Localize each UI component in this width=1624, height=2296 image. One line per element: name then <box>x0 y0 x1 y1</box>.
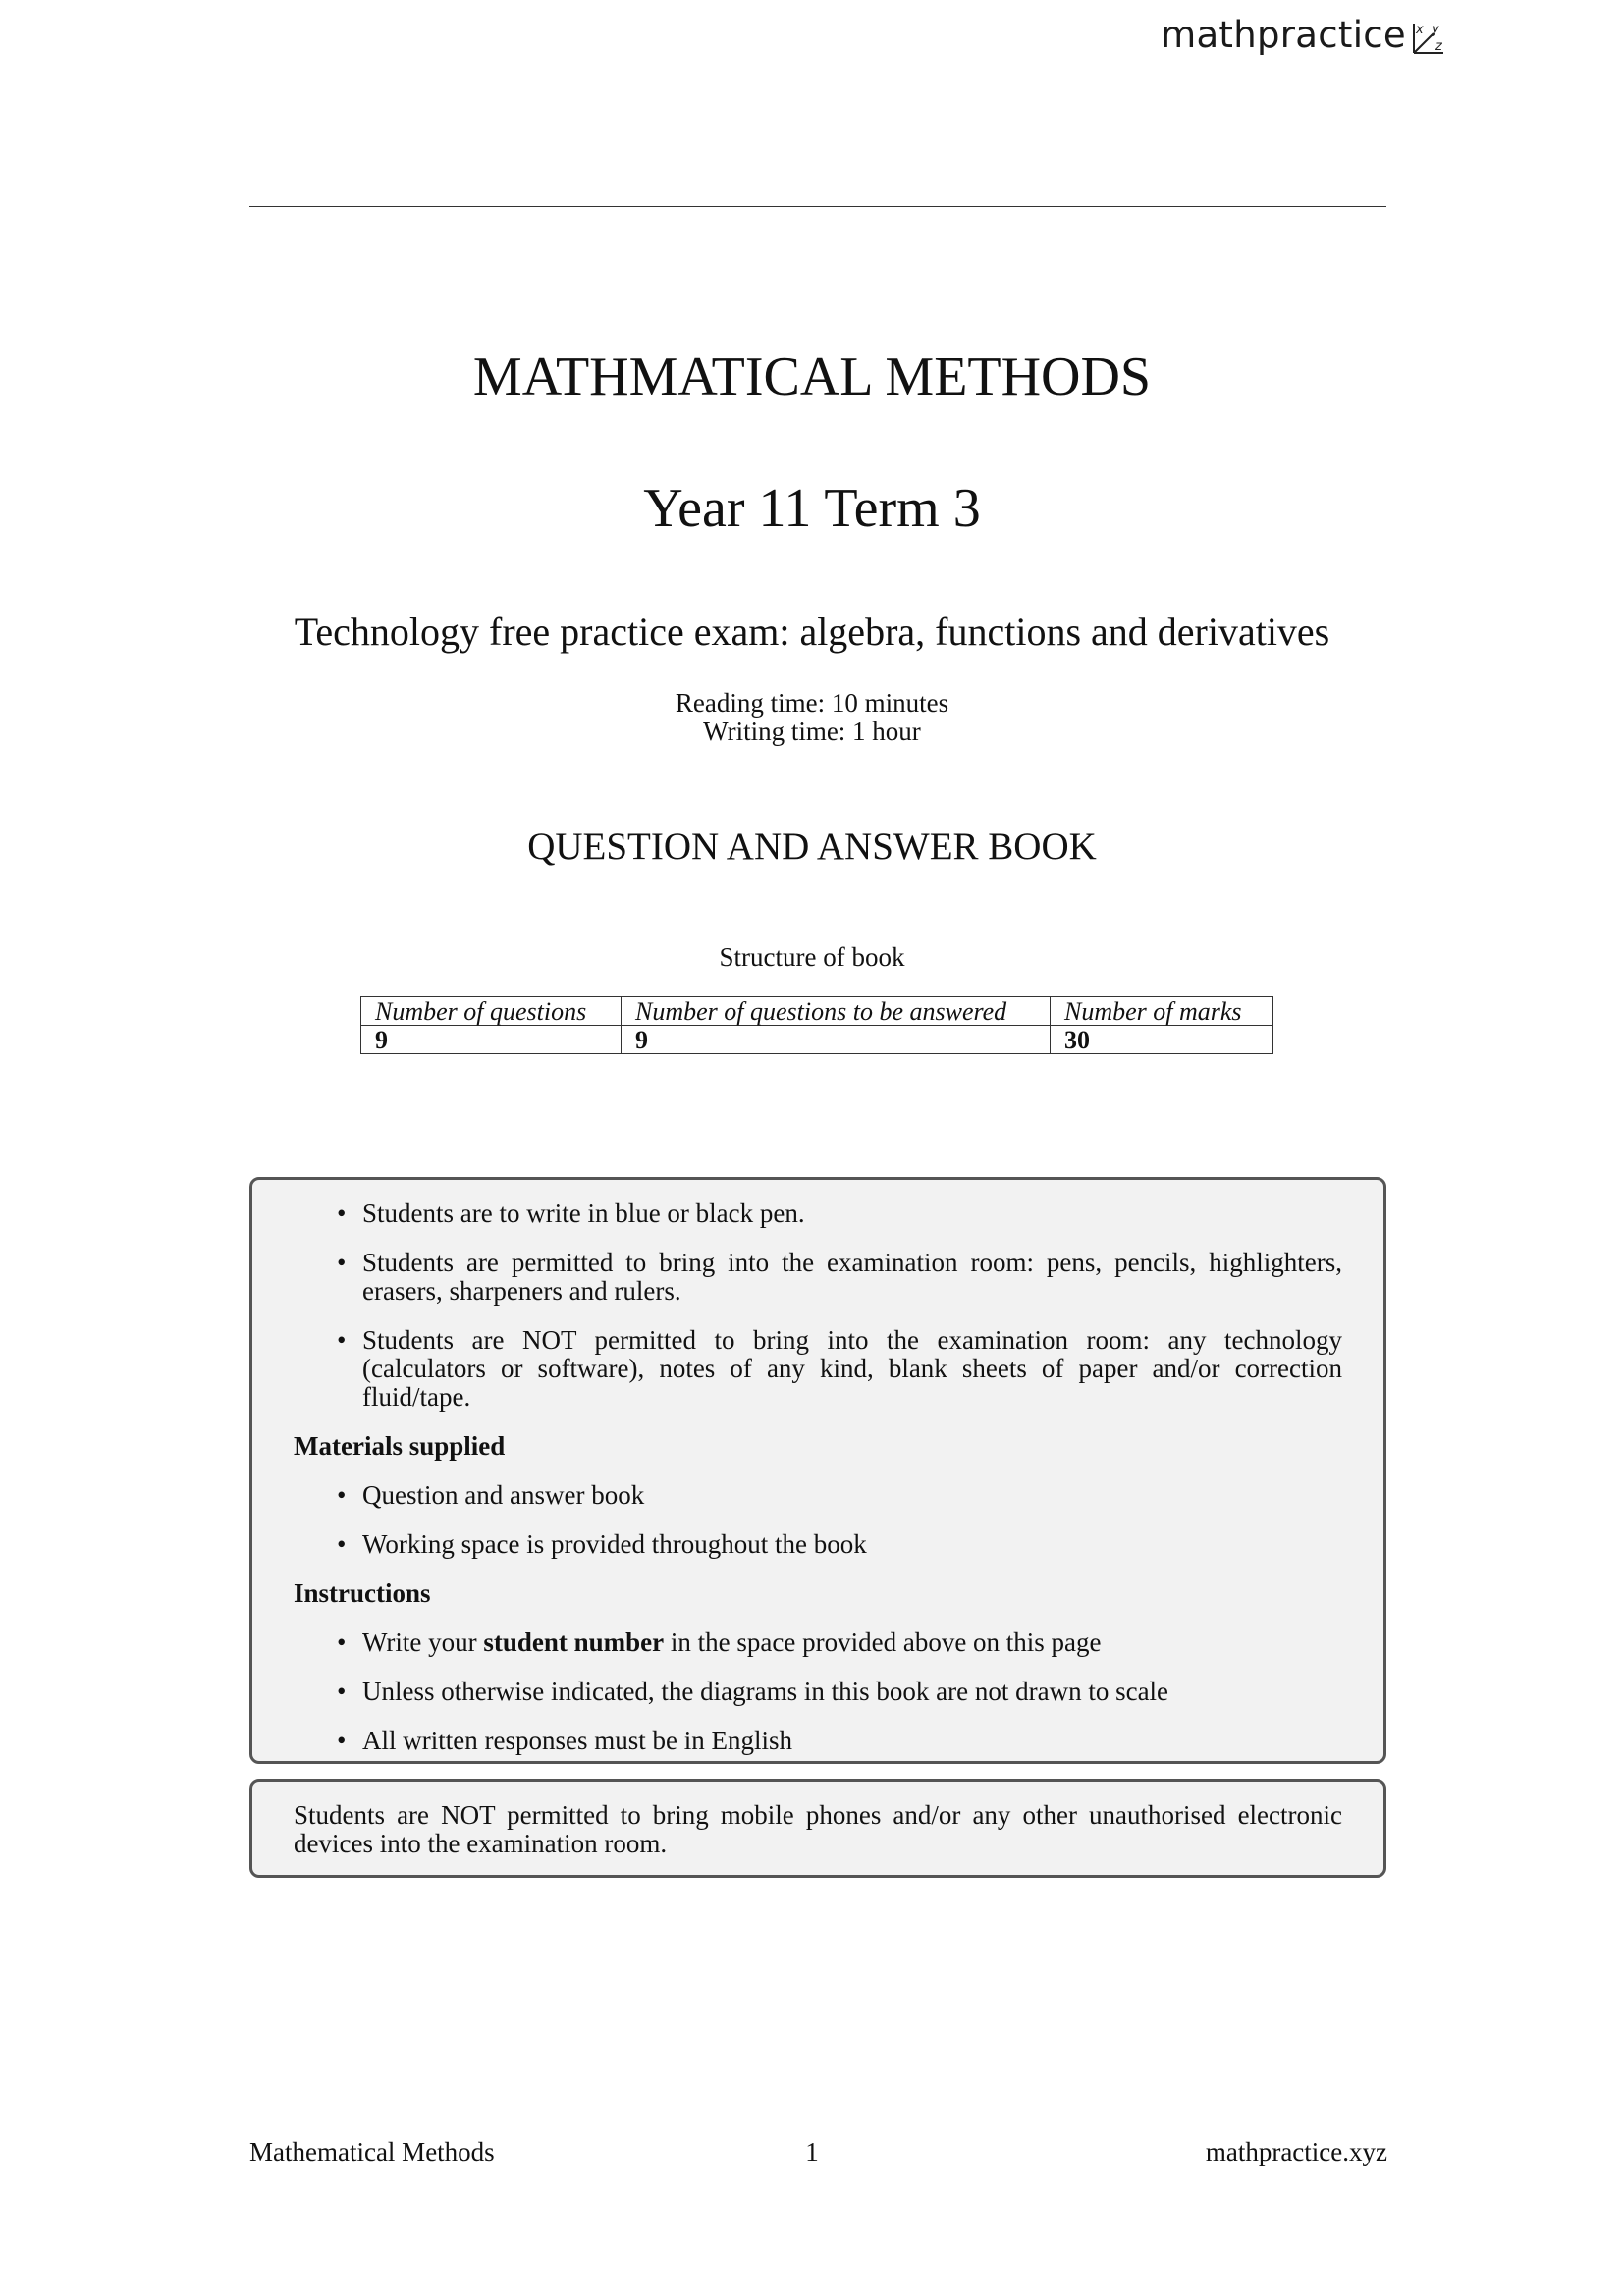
rule-item: • Students are permitted to bring into the examination room: pens, pencils, highlighters, erasers, sharpeners and rulers. <box>337 1248 1342 1306</box>
footer-left: Mathematical Methods <box>249 2137 495 2166</box>
structure-header-row <box>361 997 1273 1026</box>
instructions-item: • Write your student number in the space provided above on this page <box>337 1628 1102 1657</box>
rules-box <box>249 1177 1386 1764</box>
footer-right: mathpractice.xyz <box>1205 2137 1387 2166</box>
exam-subtitle: Technology free practice exam: algebra, functions and derivatives <box>294 610 1330 654</box>
writing-time: Writing time: 1 hour <box>703 717 921 746</box>
rules-list <box>294 1200 1342 1412</box>
top-rule <box>249 206 1386 207</box>
value-number-of-marks: 30 <box>1051 1026 1273 1054</box>
instructions-heading: Instructions <box>294 1578 431 1608</box>
notice-text: Students are NOT permitted to bring mobile phones and/or any other unauthorised electronic devices into the examination room. <box>294 1800 1342 1858</box>
xyz-axes-icon <box>1408 18 1447 57</box>
exam-term: Year 11 Term 3 <box>643 478 981 539</box>
exam-times <box>0 689 1624 746</box>
instructions-item: • All written responses must be in English <box>337 1726 792 1755</box>
book-label: QUESTION AND ANSWER BOOK <box>527 826 1097 868</box>
structure-caption: Structure of book <box>719 942 905 972</box>
materials-item: • Question and answer book <box>337 1480 645 1510</box>
materials-item: • Working space is provided throughout the book <box>337 1529 867 1559</box>
reading-time: Reading time: 10 minutes <box>675 688 949 718</box>
instructions-list <box>294 1629 1342 1755</box>
logo-text: mathpractice <box>1161 14 1406 56</box>
header-logo <box>1161 14 1447 57</box>
svg-text:x: x <box>1416 23 1424 37</box>
header-number-of-marks: Number of marks <box>1051 997 1273 1026</box>
header-number-of-questions: Number of questions <box>361 997 622 1026</box>
svg-text:y: y <box>1432 23 1439 37</box>
structure-value-row <box>361 1026 1273 1054</box>
materials-heading: Materials supplied <box>294 1431 506 1461</box>
rule-item: • Students are to write in blue or black pen. <box>337 1199 805 1228</box>
instructions-item: • Unless otherwise indicated, the diagrams in this book are not drawn to scale <box>337 1677 1169 1706</box>
header-questions-to-answer: Number of questions to be answered <box>622 997 1051 1026</box>
value-number-of-questions: 9 <box>361 1026 622 1054</box>
svg-text:z: z <box>1435 39 1443 54</box>
structure-table <box>360 996 1273 1054</box>
notice-box <box>249 1779 1386 1878</box>
rule-item: • Students are NOT permitted to bring into the examination room: any technology (calculators or software), notes of any kind, blank sheets of paper and/or correction fluid/tape. <box>337 1325 1342 1412</box>
materials-list <box>294 1481 1342 1559</box>
value-questions-to-answer: 9 <box>622 1026 1051 1054</box>
student-number-emphasis: student number <box>483 1628 665 1657</box>
exam-title: MATHMATICAL METHODS <box>472 347 1152 407</box>
page-number: 1 <box>805 2137 819 2166</box>
